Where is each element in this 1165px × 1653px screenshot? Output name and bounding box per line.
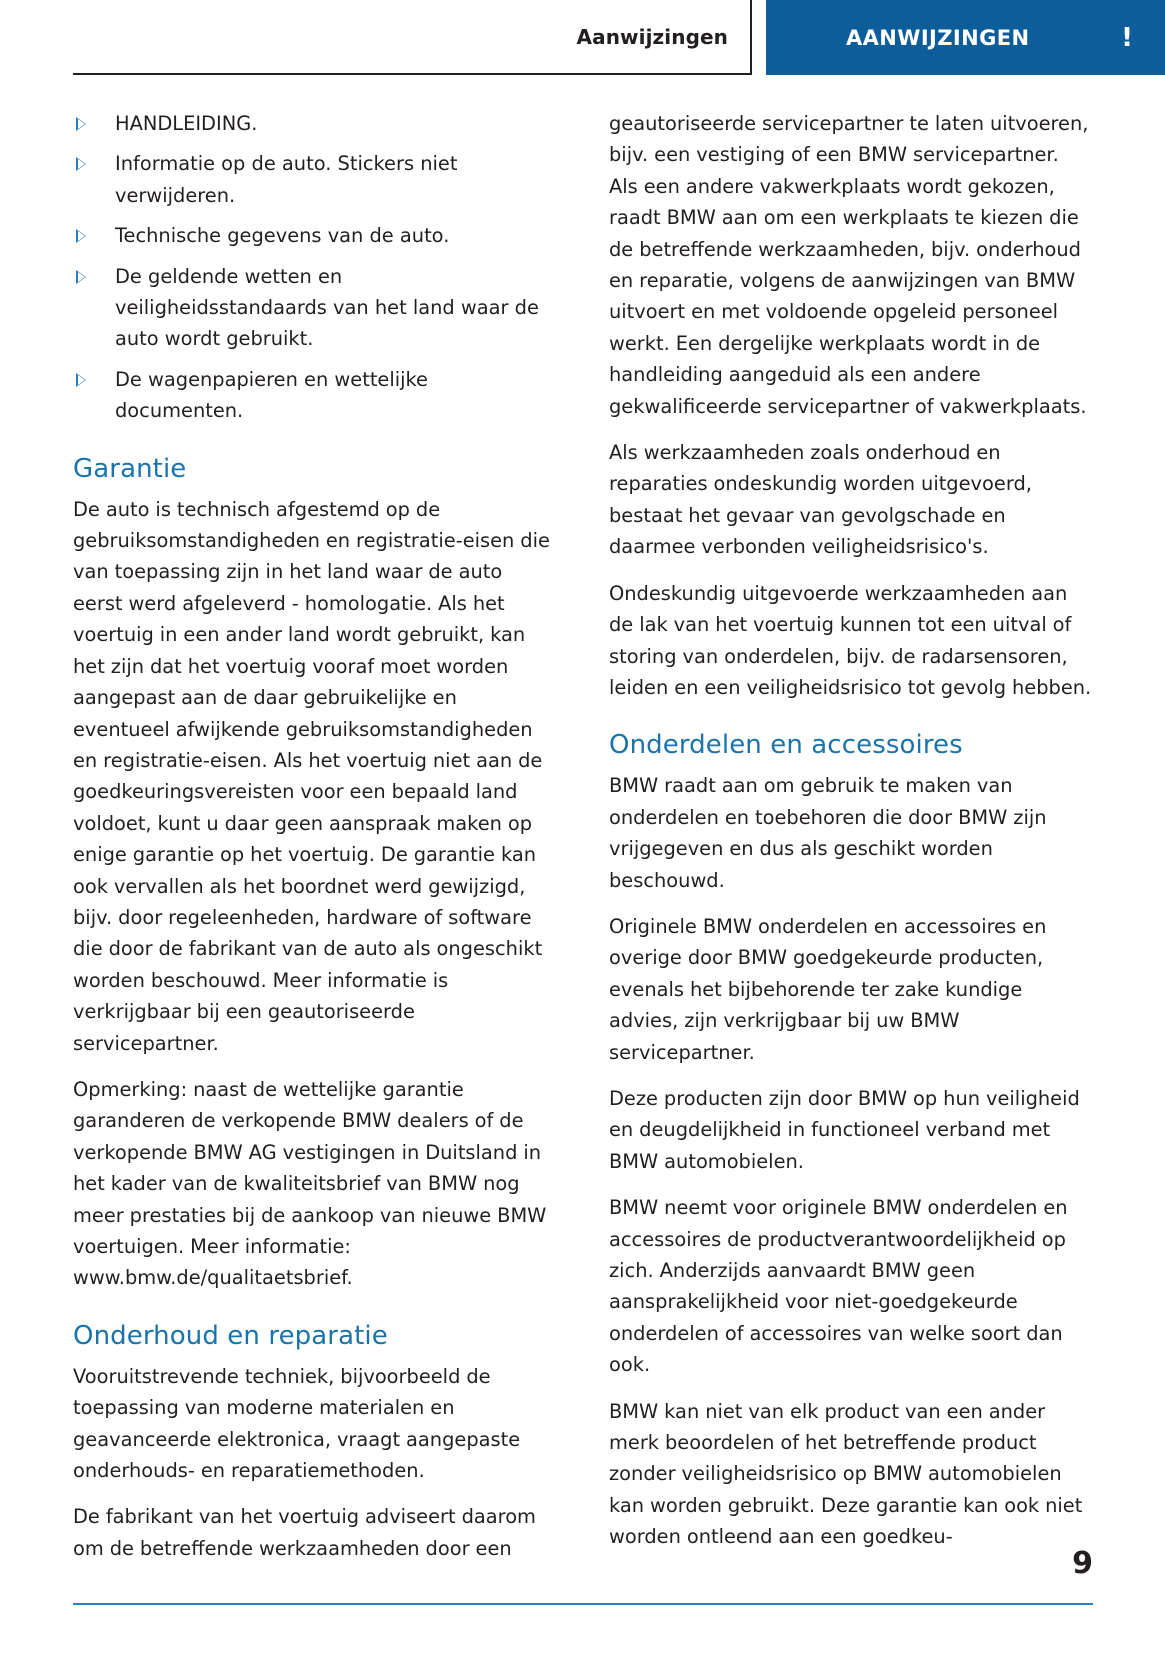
list-item-text: HANDLEIDING. bbox=[115, 112, 258, 135]
list-item-text: Technische gegevens van de auto. bbox=[115, 224, 450, 248]
list-item-text: Informatie op de auto. Stickers niet verwijderen. bbox=[115, 152, 458, 207]
list-item bbox=[73, 261, 557, 355]
page-body bbox=[73, 108, 1093, 1579]
left-column bbox=[73, 108, 557, 1579]
paragraph: geautoriseerde servicepartner te laten uitvoeren, bijv. een vestiging of een BMW servicepartner. Als een andere vakwerkplaats wordt gekozen, raadt BMW aan om een werkplaats te kiezen die de betreffende werkzaamheden, bijv. onderhoud en reparatie, volgens de aanwijzingen van BMW uitvoert en met voldoende opgeleid personeel werkt. Een dergelijke werkplaats wordt in de handleiding aangeduid als een andere gekwalificeerde servicepartner of vakwerkplaats. bbox=[609, 112, 1089, 418]
exclamation-icon: ! bbox=[1121, 22, 1133, 53]
triangle-bullet-icon bbox=[76, 373, 86, 387]
header-chapter-tab-label: Aanwijzingen bbox=[576, 24, 728, 49]
triangle-bullet-icon bbox=[76, 157, 86, 171]
header-chapter-tab bbox=[73, 0, 752, 75]
list-item bbox=[73, 148, 557, 211]
footer-divider bbox=[73, 1603, 1093, 1605]
paragraph: Ondeskundig uitgevoerde werkzaamheden aan de lak van het voertuig kunnen tot een uitval of storing van onderdelen, bijv. de radarsensoren, leiden en een veiligheidsrisico tot gevolg hebben. bbox=[609, 581, 1092, 699]
paragraph: BMW kan niet van elk product van een ander merk beoordelen of het betreffende product zonder veiligheidsrisico op BMW automobielen kan worden gebruikt. Deze garantie kan ook niet worden ontleend aan een goedkeu- bbox=[609, 1399, 1083, 1549]
section-heading-onderhoud-en-reparatie: Onderhoud en reparatie bbox=[73, 1320, 388, 1351]
list-item-text: De wagenpapieren en wettelijke documenten. bbox=[115, 367, 428, 423]
paragraph: Opmerking: naast de wettelijke garantie garanderen de verkopende BMW dealers of de verkopende BMW AG vestigingen in Duitsland in het kader van de kwaliteitsbrief van BMW nog meer prestaties bij de aankoop van nieuwe BMW voertuigen. Meer informatie: www.bmw.de/qualitaetsbrief. bbox=[73, 1077, 547, 1290]
paragraph: BMW raadt aan om gebruik te maken van onderdelen en toebehoren die door BMW zijn vrijgegeven en dus als geschikt worden beschouwd. bbox=[609, 774, 1047, 892]
page-header bbox=[73, 0, 1165, 75]
paragraph: Als werkzaamheden zoals onderhoud en reparaties ondeskundig worden uitgevoerd, bestaat het gevaar van gevolgschade en daarmee verbonden veiligheidsrisico's. bbox=[609, 441, 1032, 559]
page-number: 9 bbox=[1072, 1546, 1093, 1581]
requirements-bullet-list bbox=[73, 108, 557, 427]
list-item bbox=[73, 364, 557, 427]
list-item bbox=[73, 220, 557, 251]
triangle-bullet-icon bbox=[76, 270, 86, 284]
paragraph: Deze producten zijn door BMW op hun veiligheid en deugdelijkheid in functioneel verband met BMW automobielen. bbox=[609, 1086, 1080, 1173]
triangle-bullet-icon bbox=[76, 117, 86, 131]
paragraph: Originele BMW onderdelen en accessoires en overige door BMW goedgekeurde producten, evenals het bijbehorende ter zake kundige advies, zijn verkrijgbaar bij uw BMW servicepartner. bbox=[609, 914, 1047, 1064]
paragraph: De auto is technisch afgestemd op de gebruiksomstandigheden en registratie-eisen die van toepassing zijn in het land waar de auto eerst werd afgeleverd - homologatie. Als het voertuig in een ander land wordt gebruikt, kan het zijn dat het voertuig vooraf moet worden aangepast aan de daar gebruikelijke en eventueel afwijkende gebruiksomstandigheden en registratie-eisen. Als het voertuig niet aan de goedkeuringsvereisten voor een bepaald land voldoet, kunt u daar geen aanspraak maken op enige garantie op het voertuig. De garantie kan ook vervallen als het boordnet werd gewijzigd, bijv. door regeleenheden, hardware of software die door de fabrikant van de auto als ongeschikt worden beschouwd. Meer informatie is verkrijgbaar bij een geautoriseerde servicepartner. bbox=[73, 497, 550, 1055]
triangle-bullet-icon bbox=[76, 229, 86, 243]
header-chapter-banner bbox=[766, 0, 1165, 75]
list-item-text: De geldende wetten en veiligheidsstandaards van het land waar de auto wordt gebruikt. bbox=[115, 264, 539, 351]
page-footer bbox=[73, 1515, 1093, 1605]
section-heading-garantie: Garantie bbox=[73, 453, 187, 484]
paragraph: Vooruitstrevende techniek, bijvoorbeeld de toepassing van moderne materialen en geavanceerde elektronica, vraagt aangepaste onderhouds- en reparatiemethoden. bbox=[73, 1364, 521, 1483]
paragraph: BMW neemt voor originele BMW onderdelen en accessoires de productverantwoordelijkheid op zich. Anderzijds aanvaardt BMW geen aansprakelijkheid voor niet-goedgekeurde onderdelen of accessoires van welke soort dan ook. bbox=[609, 1196, 1068, 1377]
section-heading-onderdelen-en-accessoires: Onderdelen en accessoires bbox=[609, 730, 963, 761]
list-item bbox=[73, 108, 557, 139]
right-column bbox=[609, 108, 1093, 1579]
paragraph: De fabrikant van het voertuig adviseert daarom om de betreffende werkzaamheden door een bbox=[73, 1505, 536, 1560]
header-chapter-banner-label: AANWIJZINGEN bbox=[846, 25, 1030, 50]
